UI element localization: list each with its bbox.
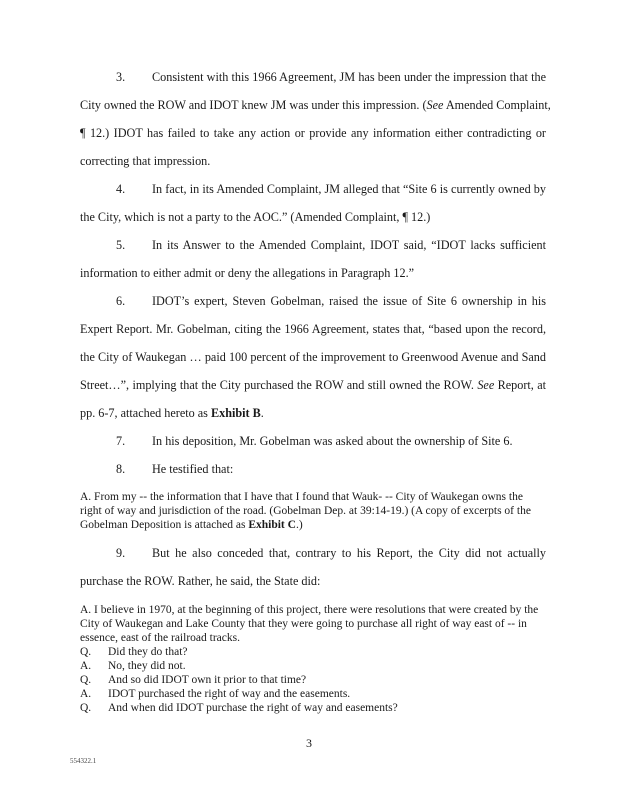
qa-tag: A. (80, 660, 92, 672)
para-text: IDOT’s expert, Steven Gobelman, raised the issue of Site 6 ownership in his (152, 294, 546, 308)
para-6-line-4 (80, 378, 546, 393)
para-text: pp. 6-7, attached hereto as (80, 406, 211, 420)
para-3-line-1 (116, 70, 546, 85)
para-4-line-1 (116, 182, 546, 197)
qa-tag: Q. (80, 702, 92, 714)
para-text: Street…”, implying that the City purchased the ROW and still owned the ROW. (80, 378, 474, 392)
para-text: the City of Waukegan … paid 100 percent of the improvement to Greenwood Avenue and Sand (80, 350, 546, 364)
qa-row (80, 645, 546, 659)
qa-row (80, 659, 546, 673)
deposition-quote-2 (80, 603, 546, 715)
signal-see: See (426, 98, 444, 112)
para-5-line-1 (116, 238, 546, 253)
para-number: 6. (116, 294, 126, 308)
para-text: purchase the ROW. Rather, he said, the State did: (80, 574, 321, 588)
qa-row (80, 673, 546, 687)
para-text: But he also conceded that, contrary to his Report, the City did not actually (152, 546, 546, 560)
quote-text: A. From my -- the information that I have that I found that Wauk- -- City of Waukegan owns the right of way and jurisdiction of the road. (Gobelman Dep. at 39:14-19.) (A copy of excerpts of the Gobelman Deposition is attached as (80, 491, 531, 531)
para-number: 8. (116, 462, 126, 476)
para-text: the City, which is not a party to the AOC.” (Amended Complaint, ¶ 12.) (80, 210, 431, 224)
deposition-quote-1 (80, 490, 546, 532)
document-code: 554322.1 (70, 757, 97, 765)
para-number: 9. (116, 546, 126, 560)
para-6-line-5 (80, 406, 546, 421)
para-6-line-1 (116, 294, 546, 309)
qa-tag: Q. (80, 646, 92, 658)
para-3-line-4 (80, 154, 546, 169)
qa-text: No, they did not. (108, 660, 186, 672)
para-5-line-2 (80, 266, 546, 281)
para-text: City owned the ROW and IDOT knew JM was under this impression. (80, 98, 420, 112)
exhibit-reference: Exhibit B (210, 406, 261, 420)
qa-text: And when did IDOT purchase the right of way and easements? (108, 702, 398, 714)
para-text: In fact, in its Amended Complaint, JM alleged that “Site 6 is currently owned by (152, 182, 546, 196)
para-4-line-2 (80, 210, 546, 225)
para-text: In its Answer to the Amended Complaint, IDOT said, “IDOT lacks sufficient (152, 238, 546, 252)
para-6-line-3 (80, 350, 546, 365)
para-text: ¶ 12.) IDOT has failed to take any action or provide any information either contradicting or (80, 126, 546, 140)
para-text: In his deposition, Mr. Gobelman was asked about the ownership of Site 6. (152, 434, 513, 448)
para-number: 5. (116, 238, 126, 252)
exhibit-reference: Exhibit C (248, 519, 296, 531)
para-3-line-3 (80, 126, 546, 141)
para-text: ( (422, 98, 427, 112)
qa-row (80, 701, 546, 715)
quote-text: .) (295, 519, 303, 531)
quote-lead-answer: A. I believe in 1970, at the beginning of this project, there were resolutions that were created by the City of Waukegan and Lake County that they were going to purchase all right of way east of -- in essence, east of the railroad tracks. (80, 604, 539, 644)
para-6-line-2 (80, 322, 546, 337)
para-text: Amended Complaint, (443, 98, 551, 112)
para-text: Report, at (494, 378, 547, 392)
qa-row (80, 687, 546, 701)
para-8-line-1 (116, 462, 546, 477)
qa-text: IDOT purchased the right of way and the easements. (108, 688, 351, 700)
qa-text: And so did IDOT own it prior to that time? (108, 674, 307, 686)
para-text: information to either admit or deny the allegations in Paragraph 12.” (80, 266, 415, 280)
para-number: 7. (116, 434, 126, 448)
para-7-line-1 (116, 434, 546, 449)
para-9-line-1 (116, 546, 546, 561)
qa-tag: A. (80, 688, 92, 700)
para-number: 3. (116, 70, 126, 84)
para-text: Expert Report. Mr. Gobelman, citing the 1966 Agreement, states that, “based upon the record, (80, 322, 546, 336)
para-9-line-2 (80, 574, 546, 589)
signal-see: See (477, 378, 495, 392)
para-number: 4. (116, 182, 126, 196)
para-text: He testified that: (152, 462, 234, 476)
para-text: Consistent with this 1966 Agreement, JM has been under the impression that the (152, 70, 546, 84)
para-3-line-2 (80, 98, 551, 113)
page-number: 3 (306, 736, 312, 750)
qa-tag: Q. (80, 674, 92, 686)
qa-text: Did they do that? (108, 646, 188, 658)
para-text: . (260, 406, 264, 420)
para-text: correcting that impression. (80, 154, 211, 168)
